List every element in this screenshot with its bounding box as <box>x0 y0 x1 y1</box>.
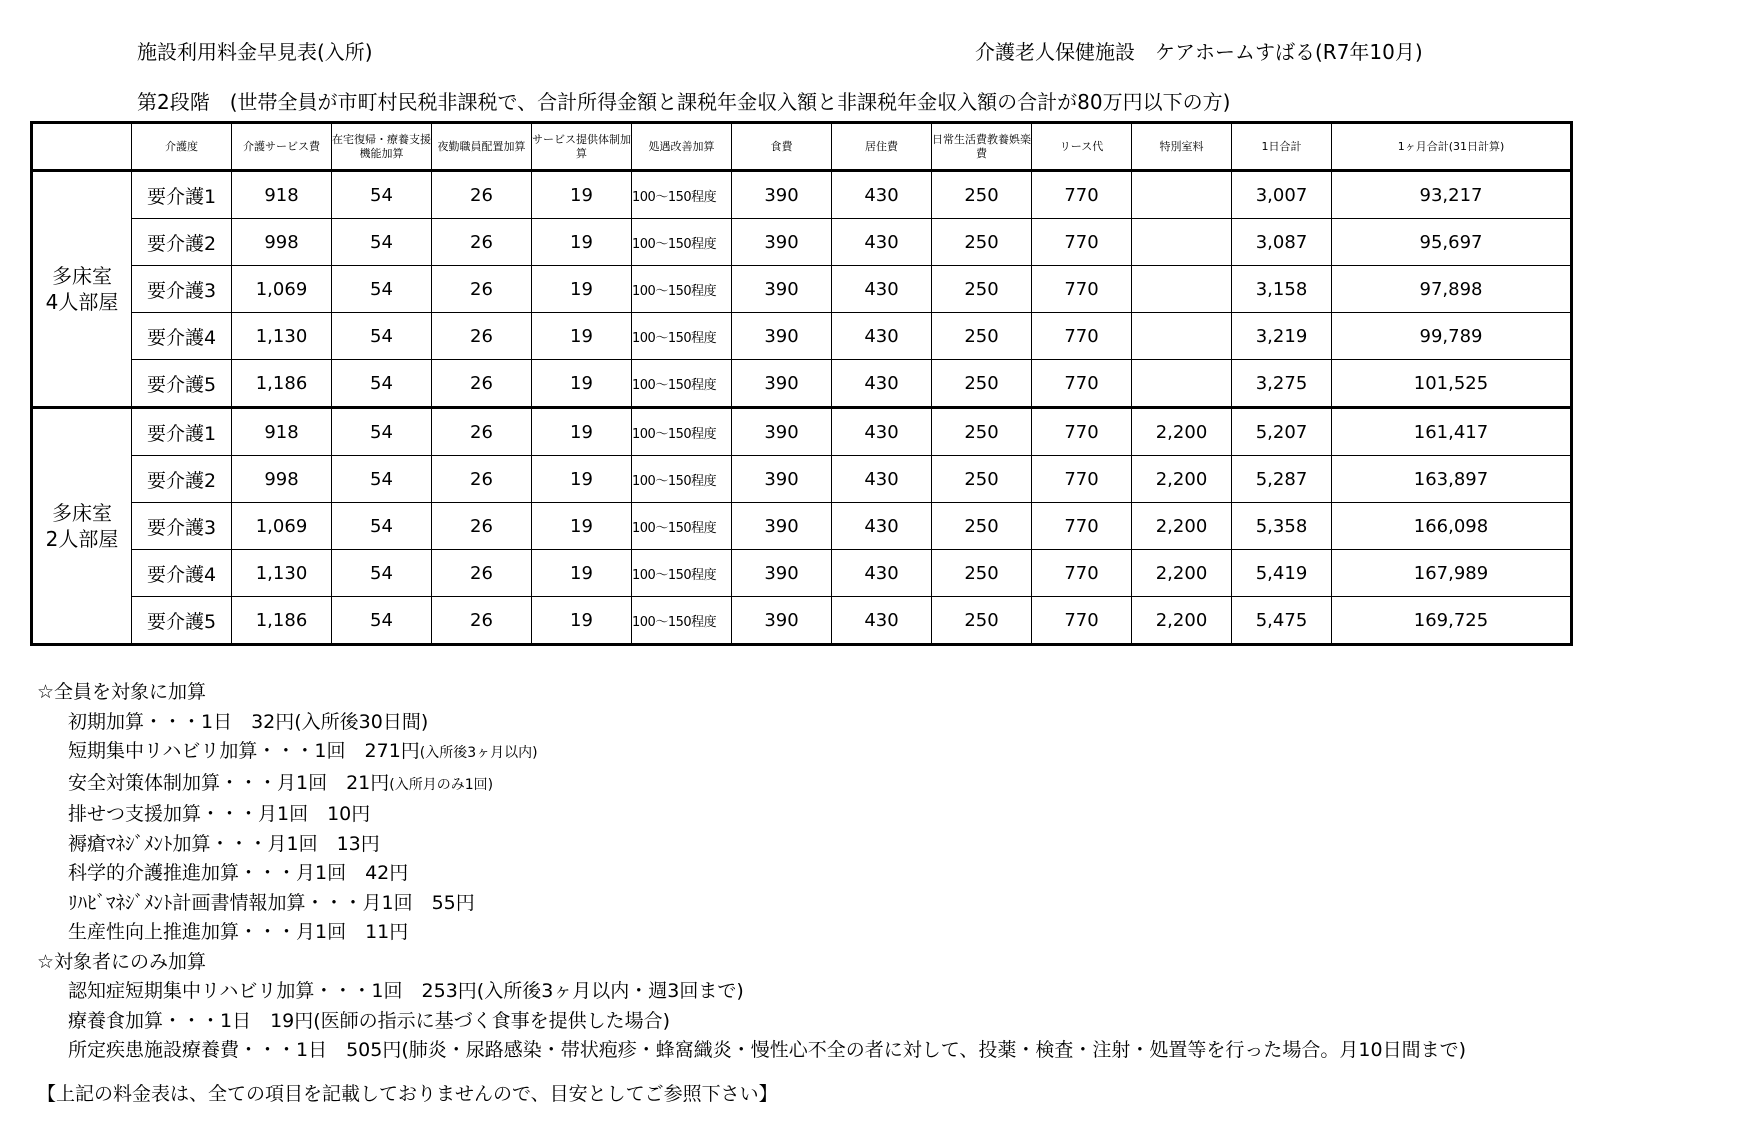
all-residents-heading: ☆全員を対象に加算 <box>37 681 207 703</box>
daily-living-cell: 250 <box>932 313 1032 360</box>
service-fee-cell: 918 <box>232 171 332 219</box>
home-return-cell: 54 <box>332 408 432 456</box>
day-total-cell: 3,275 <box>1232 360 1332 408</box>
fee-table <box>30 121 1573 646</box>
service-fee-cell: 1,186 <box>232 360 332 408</box>
month-total-cell: 169,725 <box>1332 597 1572 645</box>
note-item <box>37 737 1466 769</box>
note-item-text: 安全対策体制加算・・・月1回 21円 <box>68 771 390 794</box>
meal-cell: 390 <box>732 408 832 456</box>
night-staff-cell: 26 <box>432 597 532 645</box>
improvement-cell: 100～150程度 <box>632 171 732 219</box>
target-only-list <box>37 977 1466 1066</box>
daily-living-cell: 250 <box>932 266 1032 313</box>
care-level-cell: 要介護2 <box>132 456 232 503</box>
meal-cell: 390 <box>732 503 832 550</box>
all-residents-list <box>37 708 1466 948</box>
service-provision-cell: 19 <box>532 503 632 550</box>
service-provision-cell: 19 <box>532 313 632 360</box>
lease-cell: 770 <box>1032 219 1132 266</box>
home-return-cell: 54 <box>332 219 432 266</box>
service-fee-cell: 1,186 <box>232 597 332 645</box>
service-provision-cell: 19 <box>532 266 632 313</box>
note-item-subtext: (入所月のみ1回) <box>389 776 494 793</box>
lease-cell: 770 <box>1032 171 1132 219</box>
day-total-cell: 5,419 <box>1232 550 1332 597</box>
header-home-return: 在宅復帰・療養支援機能加算 <box>332 123 432 171</box>
improvement-cell: 100～150程度 <box>632 597 732 645</box>
day-total-cell: 3,087 <box>1232 219 1332 266</box>
room-type-cell: 多床室 2人部屋 <box>32 408 132 645</box>
service-fee-cell: 998 <box>232 219 332 266</box>
table-row <box>32 408 1572 456</box>
note-item-text: ﾘﾊﾋﾞﾏﾈｼﾞﾒﾝﾄ計画書情報加算・・・月1回 55円 <box>68 891 475 914</box>
care-level-cell: 要介護4 <box>132 550 232 597</box>
improvement-cell: 100～150程度 <box>632 456 732 503</box>
service-provision-cell: 19 <box>532 597 632 645</box>
header-night-staff: 夜勤職員配置加算 <box>432 123 532 171</box>
home-return-cell: 54 <box>332 171 432 219</box>
improvement-cell: 100～150程度 <box>632 503 732 550</box>
service-fee-cell: 1,130 <box>232 313 332 360</box>
special-room-cell <box>1132 313 1232 360</box>
service-fee-cell: 1,069 <box>232 503 332 550</box>
daily-living-cell: 250 <box>932 550 1032 597</box>
day-total-cell: 5,207 <box>1232 408 1332 456</box>
note-item <box>37 889 1466 919</box>
note-item <box>37 830 1466 860</box>
night-staff-cell: 26 <box>432 171 532 219</box>
table-row <box>32 550 1572 597</box>
notes-section <box>37 678 1466 1109</box>
lease-cell: 770 <box>1032 456 1132 503</box>
note-item <box>37 859 1466 889</box>
room-group-4bed <box>32 171 1572 408</box>
special-room-cell: 2,200 <box>1132 503 1232 550</box>
meal-cell: 390 <box>732 360 832 408</box>
residence-cell: 430 <box>832 456 932 503</box>
day-total-cell: 5,287 <box>1232 456 1332 503</box>
service-provision-cell: 19 <box>532 219 632 266</box>
service-provision-cell: 19 <box>532 360 632 408</box>
care-level-cell: 要介護5 <box>132 597 232 645</box>
month-total-cell: 101,525 <box>1332 360 1572 408</box>
header-lease: リース代 <box>1032 123 1132 171</box>
table-row <box>32 219 1572 266</box>
note-item <box>37 977 1466 1007</box>
night-staff-cell: 26 <box>432 313 532 360</box>
daily-living-cell: 250 <box>932 503 1032 550</box>
month-total-cell: 97,898 <box>1332 266 1572 313</box>
header-special-room: 特別室料 <box>1132 123 1232 171</box>
month-total-cell: 161,417 <box>1332 408 1572 456</box>
improvement-cell: 100～150程度 <box>632 408 732 456</box>
lease-cell: 770 <box>1032 313 1132 360</box>
service-fee-cell: 998 <box>232 456 332 503</box>
note-item-text: 療養食加算・・・1日 19円(医師の指示に基づく食事を提供した場合) <box>68 1009 671 1032</box>
note-item-subtext: (入所後3ヶ月以内) <box>419 745 538 761</box>
improvement-cell: 100～150程度 <box>632 266 732 313</box>
meal-cell: 390 <box>732 597 832 645</box>
residence-cell: 430 <box>832 266 932 313</box>
night-staff-cell: 26 <box>432 266 532 313</box>
lease-cell: 770 <box>1032 408 1132 456</box>
note-item-text: 科学的介護推進加算・・・月1回 42円 <box>68 862 409 884</box>
special-room-cell <box>1132 266 1232 313</box>
day-total-cell: 3,158 <box>1232 266 1332 313</box>
care-level-cell: 要介護1 <box>132 171 232 219</box>
service-provision-cell: 19 <box>532 550 632 597</box>
residence-cell: 430 <box>832 503 932 550</box>
note-item-text: 生産性向上推進加算・・・月1回 11円 <box>68 921 409 943</box>
table-row <box>32 597 1572 645</box>
month-total-cell: 99,789 <box>1332 313 1572 360</box>
home-return-cell: 54 <box>332 313 432 360</box>
special-room-cell <box>1132 171 1232 219</box>
header-service-provision: サービス提供体制加算 <box>532 123 632 171</box>
meal-cell: 390 <box>732 456 832 503</box>
meal-cell: 390 <box>732 313 832 360</box>
lease-cell: 770 <box>1032 597 1132 645</box>
service-fee-cell: 1,069 <box>232 266 332 313</box>
header-meal: 食費 <box>732 123 832 171</box>
header-room-type <box>32 123 132 171</box>
month-total-cell: 167,989 <box>1332 550 1572 597</box>
home-return-cell: 54 <box>332 503 432 550</box>
header-improvement: 処遇改善加算 <box>632 123 732 171</box>
note-item <box>37 1007 1466 1037</box>
special-room-cell: 2,200 <box>1132 408 1232 456</box>
care-level-cell: 要介護3 <box>132 266 232 313</box>
note-item <box>37 918 1466 948</box>
room-type-cell: 多床室 4人部屋 <box>32 171 132 408</box>
note-item <box>37 769 1466 801</box>
meal-cell: 390 <box>732 266 832 313</box>
income-stage-label: 第2段階 (世帯全員が市町村民税非課税で、合計所得金額と課税年金収入額と非課税年金収入額の合計が80万円以下の方) <box>137 90 1231 114</box>
special-room-cell <box>1132 360 1232 408</box>
note-item-text: 認知症短期集中リハビリ加算・・・1回 253円(入所後3ヶ月以内・週3回まで) <box>68 980 744 1002</box>
header-service-fee: 介護サービス費 <box>232 123 332 171</box>
note-item-text: 排せつ支援加算・・・月1回 10円 <box>68 803 371 825</box>
note-item <box>37 1036 1466 1066</box>
note-item-text: 褥瘡ﾏﾈｼﾞﾒﾝﾄ加算・・・月1回 13円 <box>68 832 380 855</box>
month-total-cell: 166,098 <box>1332 503 1572 550</box>
table-row <box>32 171 1572 219</box>
target-only-heading: ☆対象者にのみ加算 <box>37 950 207 973</box>
table-row <box>32 456 1572 503</box>
service-provision-cell: 19 <box>532 171 632 219</box>
service-provision-cell: 19 <box>532 456 632 503</box>
improvement-cell: 100～150程度 <box>632 219 732 266</box>
home-return-cell: 54 <box>332 266 432 313</box>
home-return-cell: 54 <box>332 456 432 503</box>
day-total-cell: 5,475 <box>1232 597 1332 645</box>
footer-note: 【上記の料金表は、全ての項目を記載しておりませんので、目安としてご参照下さい】 <box>37 1082 778 1105</box>
home-return-cell: 54 <box>332 360 432 408</box>
month-total-cell: 95,697 <box>1332 219 1572 266</box>
improvement-cell: 100～150程度 <box>632 360 732 408</box>
meal-cell: 390 <box>732 219 832 266</box>
note-item <box>37 800 1466 830</box>
service-provision-cell: 19 <box>532 408 632 456</box>
daily-living-cell: 250 <box>932 171 1032 219</box>
service-fee-cell: 918 <box>232 408 332 456</box>
special-room-cell <box>1132 219 1232 266</box>
header-residence: 居住費 <box>832 123 932 171</box>
header-care-level: 介護度 <box>132 123 232 171</box>
night-staff-cell: 26 <box>432 550 532 597</box>
month-total-cell: 163,897 <box>1332 456 1572 503</box>
day-total-cell: 3,007 <box>1232 171 1332 219</box>
daily-living-cell: 250 <box>932 597 1032 645</box>
care-level-cell: 要介護3 <box>132 503 232 550</box>
note-item-text: 短期集中リハビリ加算・・・1回 271円 <box>68 740 420 762</box>
table-row <box>32 360 1572 408</box>
lease-cell: 770 <box>1032 360 1132 408</box>
header-day-total: 1日合計 <box>1232 123 1332 171</box>
home-return-cell: 54 <box>332 550 432 597</box>
document-title: 施設利用料金早見表(入所) <box>137 40 373 64</box>
special-room-cell: 2,200 <box>1132 550 1232 597</box>
day-total-cell: 5,358 <box>1232 503 1332 550</box>
meal-cell: 390 <box>732 171 832 219</box>
note-item <box>37 708 1466 738</box>
daily-living-cell: 250 <box>932 360 1032 408</box>
residence-cell: 430 <box>832 408 932 456</box>
night-staff-cell: 26 <box>432 408 532 456</box>
improvement-cell: 100～150程度 <box>632 313 732 360</box>
care-level-cell: 要介護2 <box>132 219 232 266</box>
residence-cell: 430 <box>832 219 932 266</box>
night-staff-cell: 26 <box>432 219 532 266</box>
daily-living-cell: 250 <box>932 456 1032 503</box>
facility-name: 介護老人保健施設 ケアホームすばる(R7年10月) <box>975 40 1423 64</box>
daily-living-cell: 250 <box>932 219 1032 266</box>
improvement-cell: 100～150程度 <box>632 550 732 597</box>
home-return-cell: 54 <box>332 597 432 645</box>
residence-cell: 430 <box>832 597 932 645</box>
care-level-cell: 要介護4 <box>132 313 232 360</box>
night-staff-cell: 26 <box>432 456 532 503</box>
residence-cell: 430 <box>832 360 932 408</box>
table-row <box>32 266 1572 313</box>
table-header-row <box>32 123 1572 171</box>
special-room-cell: 2,200 <box>1132 597 1232 645</box>
special-room-cell: 2,200 <box>1132 456 1232 503</box>
night-staff-cell: 26 <box>432 360 532 408</box>
table-row <box>32 503 1572 550</box>
note-item-text: 所定疾患施設療養費・・・1日 505円(肺炎・尿路感染・帯状疱疹・蜂窩織炎・慢性心不全の者に対して、投薬・検査・注射・処置等を行った場合。月10日間まで) <box>68 1039 1466 1061</box>
room-group-2bed <box>32 408 1572 645</box>
header-daily-living: 日常生活費教養娯楽費 <box>932 123 1032 171</box>
lease-cell: 770 <box>1032 503 1132 550</box>
care-level-cell: 要介護1 <box>132 408 232 456</box>
daily-living-cell: 250 <box>932 408 1032 456</box>
day-total-cell: 3,219 <box>1232 313 1332 360</box>
night-staff-cell: 26 <box>432 503 532 550</box>
residence-cell: 430 <box>832 313 932 360</box>
table-row <box>32 313 1572 360</box>
lease-cell: 770 <box>1032 266 1132 313</box>
lease-cell: 770 <box>1032 550 1132 597</box>
header-month-total: 1ヶ月合計(31日計算) <box>1332 123 1572 171</box>
note-item-text: 初期加算・・・1日 32円(入所後30日間) <box>68 710 429 733</box>
residence-cell: 430 <box>832 550 932 597</box>
care-level-cell: 要介護5 <box>132 360 232 408</box>
meal-cell: 390 <box>732 550 832 597</box>
service-fee-cell: 1,130 <box>232 550 332 597</box>
month-total-cell: 93,217 <box>1332 171 1572 219</box>
residence-cell: 430 <box>832 171 932 219</box>
